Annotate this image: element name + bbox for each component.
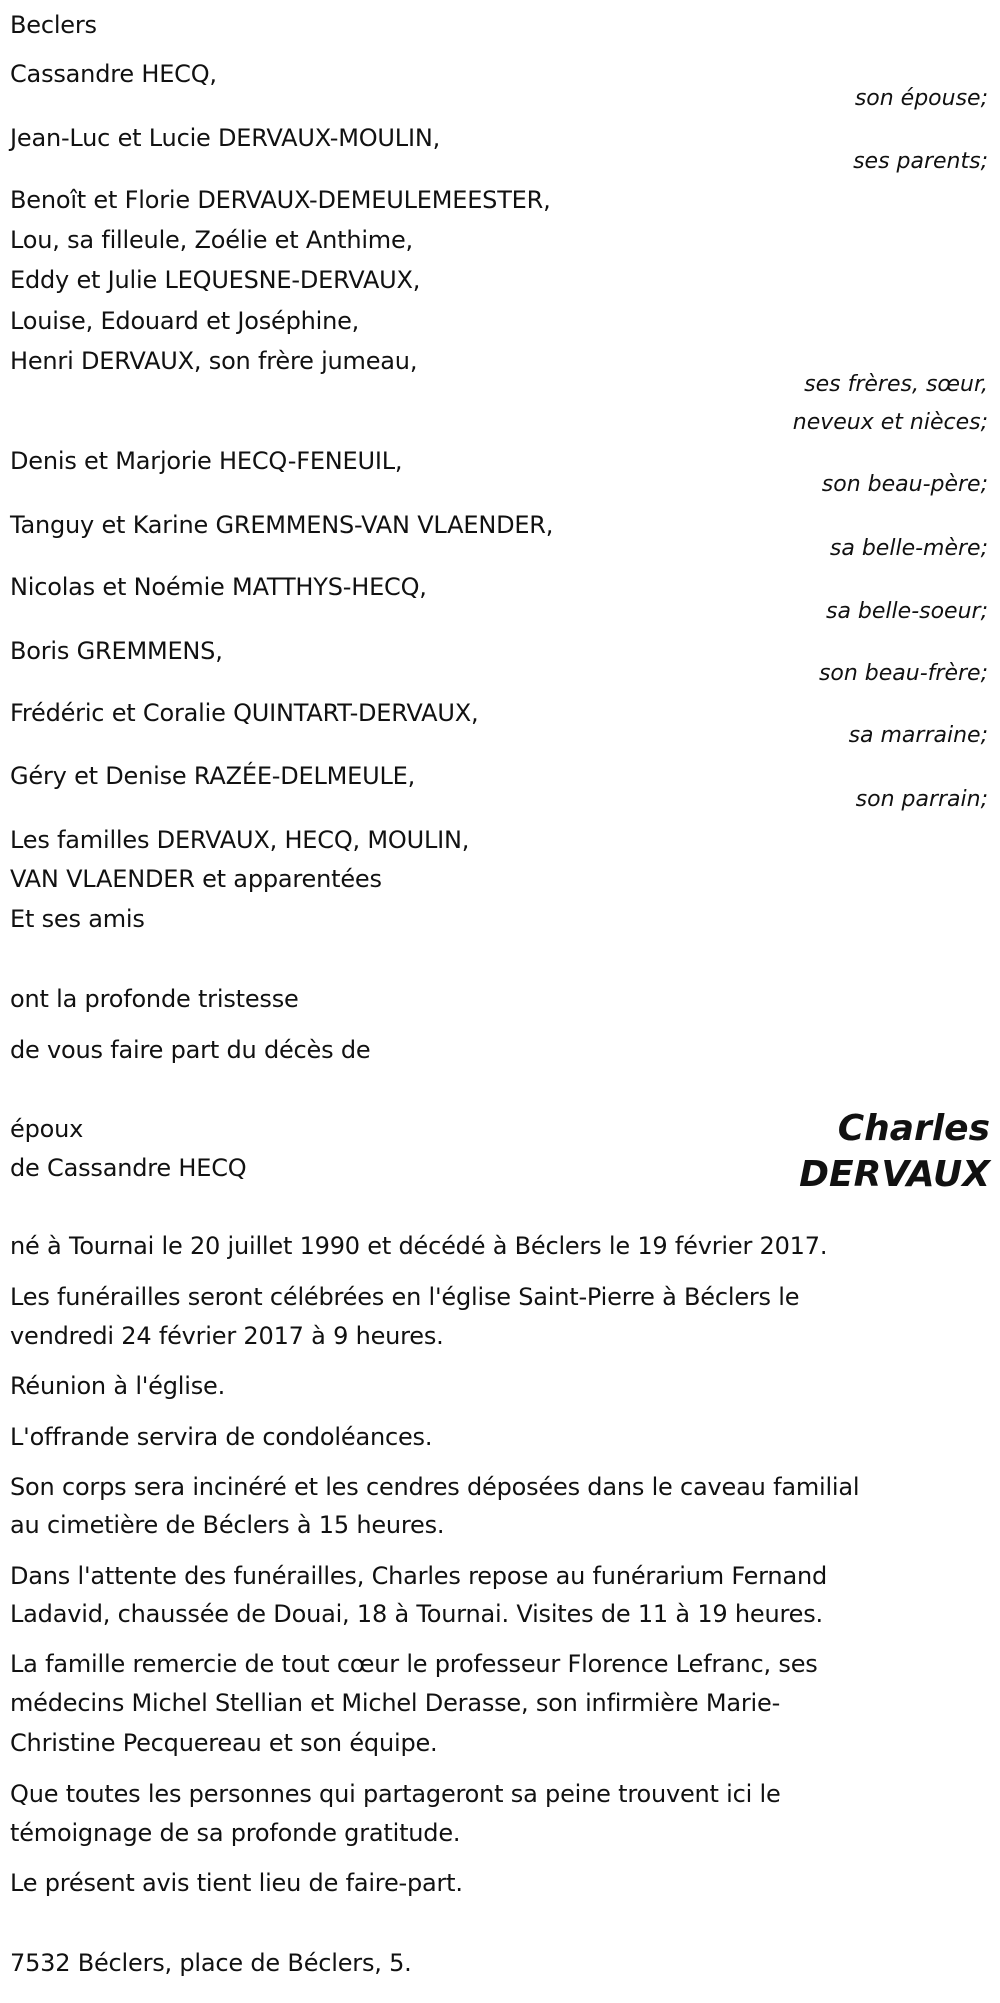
deceased-first-name: Charles bbox=[837, 1108, 990, 1149]
body-line: L'offrande servira de condoléances. bbox=[10, 1423, 433, 1451]
family-line: Henri DERVAUX, son frère jumeau, bbox=[10, 347, 418, 375]
relation-label: son beau-père; bbox=[821, 472, 988, 497]
family-line: Tanguy et Karine GREMMENS-VAN VLAENDER, bbox=[10, 511, 554, 539]
family-line: Lou, sa filleule, Zoélie et Anthime, bbox=[10, 226, 413, 254]
body-line: vendredi 24 février 2017 à 9 heures. bbox=[10, 1322, 444, 1350]
family-line: Boris GREMMENS, bbox=[10, 637, 223, 665]
relation-label: sa belle-mère; bbox=[829, 536, 988, 561]
address: 7532 Béclers, place de Béclers, 5. bbox=[10, 1949, 412, 1977]
body-line: médecins Michel Stellian et Michel Derasse, son infirmière Marie- bbox=[10, 1689, 781, 1717]
relation-label: neveux et nièces; bbox=[792, 410, 988, 435]
family-line: Géry et Denise RAZÉE-DELMEULE, bbox=[10, 762, 416, 790]
family-line: Jean-Luc et Lucie DERVAUX-MOULIN, bbox=[10, 124, 441, 152]
relation-label: son beau-frère; bbox=[818, 661, 988, 686]
body-line: Réunion à l'église. bbox=[10, 1372, 226, 1400]
body-line: La famille remercie de tout cœur le professeur Florence Lefranc, ses bbox=[10, 1650, 818, 1678]
others-line: VAN VLAENDER et apparentées bbox=[10, 865, 382, 893]
announce-line: de vous faire part du décès de bbox=[10, 1036, 371, 1064]
body-line: au cimetière de Béclers à 15 heures. bbox=[10, 1511, 445, 1539]
family-line: Nicolas et Noémie MATTHYS-HECQ, bbox=[10, 573, 427, 601]
relation-label: sa belle-soeur; bbox=[826, 599, 988, 624]
others-line: Et ses amis bbox=[10, 905, 145, 933]
family-line: Cassandre HECQ, bbox=[10, 60, 217, 88]
family-line: Eddy et Julie LEQUESNE-DERVAUX, bbox=[10, 266, 421, 294]
body-line: Les funérailles seront célébrées en l'église Saint-Pierre à Béclers le bbox=[10, 1283, 800, 1311]
relation-label: sa marraine; bbox=[848, 723, 988, 748]
family-line: Frédéric et Coralie QUINTART-DERVAUX, bbox=[10, 699, 479, 727]
announce-line: ont la profonde tristesse bbox=[10, 985, 299, 1013]
body-line: né à Tournai le 20 juillet 1990 et décédé à Béclers le 19 février 2017. bbox=[10, 1232, 828, 1260]
spouse-line: époux bbox=[10, 1115, 84, 1143]
family-line: Benoît et Florie DERVAUX-DEMEULEMEESTER, bbox=[10, 186, 551, 214]
relation-label: ses parents; bbox=[853, 149, 988, 174]
body-line: Dans l'attente des funérailles, Charles repose au funérarium Fernand bbox=[10, 1562, 827, 1590]
body-line: Le présent avis tient lieu de faire-part. bbox=[10, 1869, 463, 1897]
body-line: témoignage de sa profonde gratitude. bbox=[10, 1819, 461, 1847]
body-line: Son corps sera inciné​ré et les cendres déposées dans le caveau familial bbox=[10, 1473, 860, 1501]
family-line: Denis et Marjorie HECQ-FENEUIL, bbox=[10, 447, 403, 475]
body-line: Christine Pecquereau et son équipe. bbox=[10, 1729, 438, 1757]
spouse-line: de Cassandre HECQ bbox=[10, 1154, 247, 1182]
relation-label: ses frères, sœur, bbox=[804, 372, 988, 397]
body-line: Ladavid, chaussée de Douai, 18 à Tournai. Visites de 11 à 19 heures. bbox=[10, 1600, 823, 1628]
relation-label: son parrain; bbox=[855, 787, 988, 812]
relation-label: son épouse; bbox=[854, 86, 988, 111]
others-line: Les familles DERVAUX, HECQ, MOULIN, bbox=[10, 826, 470, 854]
body-line: Que toutes les personnes qui partageront sa peine trouvent ici le bbox=[10, 1780, 781, 1808]
deceased-last-name: DERVAUX bbox=[799, 1154, 990, 1195]
place-header: Beclers bbox=[10, 11, 97, 39]
family-line: Louise, Edouard et Joséphine, bbox=[10, 307, 360, 335]
